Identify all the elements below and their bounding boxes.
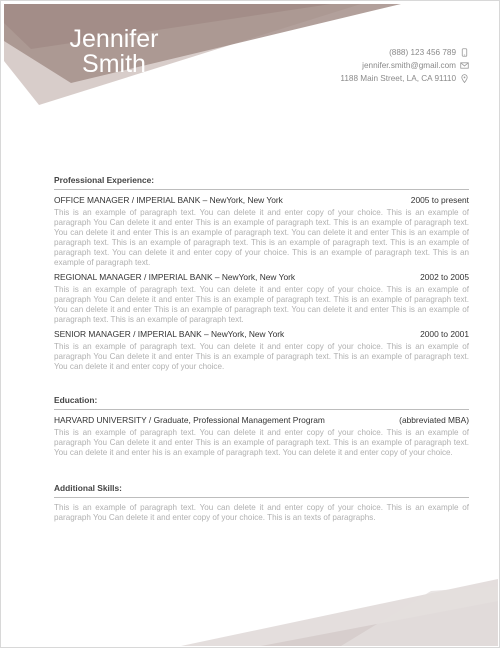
job-dates: 2005 to present (410, 195, 469, 205)
job-entry (54, 195, 469, 268)
job-role: OFFICE MANAGER / IMPERIAL BANK – NewYork, New York (54, 195, 283, 205)
skills-section (54, 483, 469, 523)
job-dates: 2000 to 2001 (420, 329, 469, 339)
contact-info (340, 46, 469, 85)
skills-description: This is an example of paragraph text. You can delete it and enter copy of your choice. This is an example of paragraph You Can delete it and enter copy of your choice. This is an texts of paragraphs. (54, 503, 469, 522)
first-name: Jennifer (69, 25, 159, 53)
education-school: HARVARD UNIVERSITY / Graduate, Professional Management Program (54, 415, 325, 425)
experience-heading: Professional Experience: (54, 175, 469, 190)
contact-phone-row (340, 46, 469, 59)
email-text: jennifer.smith@gmail.com (362, 61, 456, 70)
skills-heading: Additional Skills: (54, 483, 469, 498)
contact-email-row (340, 59, 469, 72)
education-header (54, 415, 469, 426)
job-header (54, 272, 469, 283)
envelope-icon (460, 61, 469, 70)
education-heading: Education: (54, 395, 469, 410)
phone-icon (460, 48, 469, 57)
education-description: This is an example of paragraph text. You can delete it and enter copy of your choice. This is an example of paragraph You Can delete it and enter This is an example of paragraph text. This is an example of paragraph text. You can delete it and enter his is an example of paragraph text. You can delete it and enter copy of your choice. (54, 428, 469, 457)
last-name: Smith (82, 50, 146, 78)
job-description: This is an example of paragraph text. You can delete it and enter copy of your choice. This is an example of paragraph You Can delete it and enter This is an example of paragraph text. This is an example of paragraph text. You can delete it and enter This is an example of paragraph text. You can delete it and enter This is an example of paragraph text. This is an example of paragraph text. This is an example of paragraph text. This is an example of paragraph text. You can delete it and enter copy of your choice. This is an example of paragraph text. This is an example of paragraph text. (54, 208, 469, 267)
job-role: REGIONAL MANAGER / IMPERIAL BANK – NewYork, New York (54, 272, 296, 282)
location-pin-icon (460, 74, 469, 83)
job-entry (54, 272, 469, 325)
job-header (54, 195, 469, 206)
candidate-name (49, 27, 179, 77)
address-text: 1188 Main Street, LA, CA 91110 (340, 74, 456, 83)
job-role: SENIOR MANAGER / IMPERIAL BANK – NewYork, New York (54, 329, 285, 339)
job-entry (54, 329, 469, 372)
education-section (54, 395, 469, 458)
job-dates: 2002 to 2005 (420, 272, 469, 282)
contact-address-row (340, 72, 469, 85)
job-description: This is an example of paragraph text. You can delete it and enter copy of your choice. This is an example of paragraph You Can delete it and enter This is an example of paragraph text. This is an example of paragraph text. You can delete it and enter This is an example of paragraph text. You can delete it and enter This is an example of paragraph text. This is an example of paragraph text. (54, 285, 469, 324)
education-note: (abbreviated MBA) (399, 415, 469, 425)
job-header (54, 329, 469, 340)
phone-text: (888) 123 456 789 (389, 48, 456, 57)
job-description: This is an example of paragraph text. You can delete it and enter copy of your choice. This is an example of paragraph You Can delete it and enter This is an example of paragraph text. This is an example of paragraph text. You can delete it and enter copy of your choice. (54, 342, 469, 371)
experience-section (54, 175, 469, 372)
